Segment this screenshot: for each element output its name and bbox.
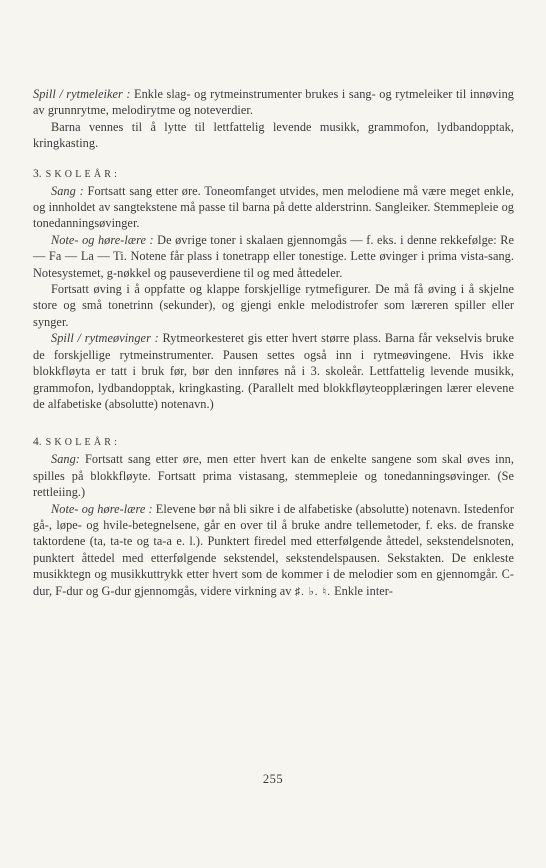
paragraph-note-horelare-4 — [33, 501, 514, 600]
paragraph-spill-rytmeleiker — [33, 86, 514, 119]
section-heading-4 — [33, 434, 514, 451]
music-accidental-symbols: ♯. ♭. ♮. — [294, 585, 331, 598]
paragraph-text: Fortsatt sang etter øre. Toneomfanget utvides, men melodiene må være meget enkle, og innholdet av sangtekstene må passe til barna på dette alderstrinn. Sangleiker. Stemmepleie og tonedanningsøvinger. — [33, 183, 514, 231]
paragraph-text: De øvrige toner i skalaen gjennomgås — f. eks. i denne rekkefølge: Re — Fa — La — Ti. Notene får plass i tonetrapp eller tonestige. Lette øvinger i prima vista-sang. Notesystemet, g-nøkkel og pauseverdiene til og med åttedeler. — [33, 232, 514, 280]
paragraph-label: Sang : — [51, 183, 84, 198]
paragraph-sang-3 — [33, 183, 514, 232]
paragraph-text: Elevene bør nå bli sikre i de alfabetiske (absolutte) notenavn. Istedenfor gå-, løpe- og hvile-betegnelsene, går en over til å bruke andre tellemetoder, f. eks. de franske taktordene (ta, ta-te og ta-a e. l.). Punktert firedel med etterfølgende åttedel, sekstendelsnoten, punktert åttedel med etterfølgende sekstendel, sekstendelspausen. Sekstakten. De enkleste musikktegn og musikkuttrykk etter hvert som de kommer i de melodier som en gjennomgår. C-dur, F-dur og G-dur gjennomgås, videre virkning av — [33, 501, 514, 598]
paragraph-text: Enkle slag- og rytmeinstrumenter brukes i sang- og rytmeleiker til innøving av grunnrytme, melodirytme og noteverdier. — [33, 87, 514, 118]
paragraph-rytmefigurer: Fortsatt øving i å oppfatte og klappe forskjellige rytmefigurer. De må få øving i å skjelne store og små tonetrinn (sekunder), og gjengi enkle melodistrofer som læreren spiller eller synger. — [33, 282, 514, 329]
paragraph-label: Spill / rytmeleiker : — [33, 87, 131, 101]
paragraph-text: Fortsatt sang etter øre, men etter hvert kan de enkelte sangene som skal øves inn, spilles på blokkfløyte. Fortsatt prima vistasang, stemmepleie og tonedanningsøvinger. (Se rettleiing.) — [33, 452, 514, 500]
paragraph-spill-rytmeovinger — [33, 330, 514, 412]
paragraph-note-horelare-3 — [33, 232, 514, 281]
page-number: 255 — [262, 772, 284, 786]
paragraph-sang-4 — [33, 451, 514, 500]
paragraph-label: Spill / rytmeøvinger : — [51, 331, 159, 346]
section-number: 4. — [33, 436, 42, 449]
section-title: SKOLEÅR: — [45, 437, 121, 449]
section-heading-3 — [33, 166, 514, 183]
paragraph-text-tail: Enkle inter- — [330, 583, 393, 598]
page-body — [33, 86, 514, 600]
section-number: 3. — [33, 167, 42, 180]
paragraph-label: Note- og høre-lære : — [51, 232, 154, 247]
section-title: SKOLEÅR: — [45, 168, 121, 180]
paragraph-label: Sang: — [51, 452, 80, 467]
paragraph-label: Note- og høre-lære : — [51, 501, 153, 516]
paragraph-lytte: Barna vennes til å lytte til lettfattelig levende musikk, grammofon, lydbandopptak, kringkasting. — [33, 119, 514, 151]
paragraph-text: Rytmeorkesteret gis etter hvert større plass. Barna får vekselvis bruke de forskjellige rytmeinstrumenter. Pausen settes også inn i rytmeøvingene. Hvis ikke blokkfløyta er tatt i bruk før, bør den innføres nå i 3. skoleår. Lettfattelig levende musikk, grammofon, lydbandopptak, kringkasting. (Parallelt med blokkfløyteopplæringen lærer elevene de alfabetiske (absolutte) notenavn.) — [33, 331, 514, 411]
